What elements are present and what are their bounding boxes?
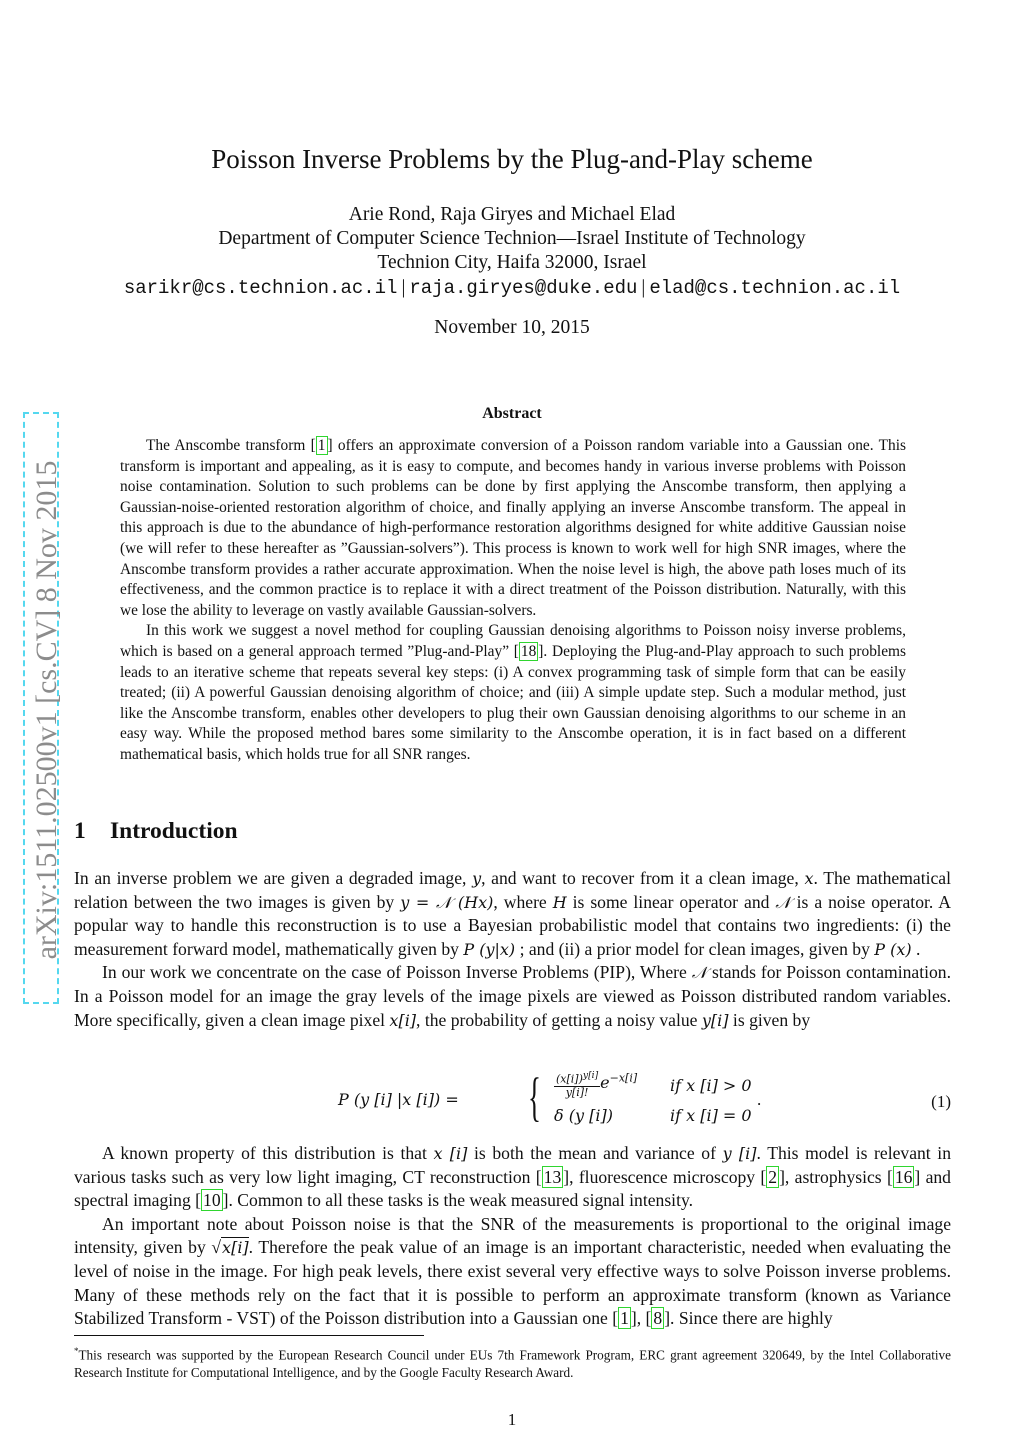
citation-link[interactable]: 1 xyxy=(317,437,326,454)
abstract-paragraph xyxy=(120,621,906,765)
numerator-exponent: y[i] xyxy=(582,1070,599,1081)
section-number: 1 xyxy=(74,818,86,844)
equation-lhs: P (y [i] |x [i]) = xyxy=(338,1090,459,1109)
text-run: A known property of this distribution is that xyxy=(102,1143,434,1163)
intro-body-top xyxy=(74,867,951,1032)
fraction-denominator: y[i]! xyxy=(565,1085,589,1099)
abstract-heading: Abstract xyxy=(482,405,542,422)
arxiv-stamp[interactable]: arXiv:1511.02500v1 [cs.CV] 8 Nov 2015 xyxy=(30,460,63,960)
math-var: 𝒩 xyxy=(775,892,791,912)
text-run: ]. Common to all these tasks is the weak measured signal intensity. xyxy=(222,1190,694,1211)
footnote-text: This research was supported by the European Research Council under EUs 7th Framework Program, ERC grant agreement 320649, by the Intel Collaborative Research Institute for Computational Intelligence, and by the Google Faculty Research Award. xyxy=(74,1347,951,1381)
text-run: is a noise operator. A popular way to handle this reconstruction is to use a Bayesian probabilistic model that contains two ingredients: (i) the measurement forward model, mathematically given by xyxy=(74,891,951,959)
text-run: An important note about Poisson noise is that the SNR of the measurements is proportional to the original image intensity, given by xyxy=(74,1213,951,1258)
text-run: . This model is relevant in various tasks such as very low light imaging, CT reconstruction [ xyxy=(74,1143,951,1187)
math-expr: P (x) xyxy=(874,939,912,959)
text-run: ; and (ii) a prior model for clean images, given by xyxy=(515,938,875,959)
citation-link[interactable]: 13 xyxy=(543,1166,562,1187)
text-run: ]. Deploying the Plug-and-Play approach to such problems leads to an iterative scheme that repeats several key steps: (i) A convex programming task of simple form that can be easily treated; (ii) A powerful Gaussian denoising algorithm of choice; and (iii) A simple update step. Such a modular method, just like the Anscombe transform, enables other developers to plug their own Gaussian denoising algorithms to our scheme in an easy way. While the proposed method bares some similarity to the Anscombe operation, it is in fact based on a different mathematical basis, which holds true for all SNR ranges. xyxy=(120,642,906,763)
math-var: 𝒩 xyxy=(691,963,708,983)
abstract-paragraph xyxy=(120,436,906,621)
math-var: H xyxy=(552,892,567,912)
equation-case-1 xyxy=(554,1070,637,1099)
text-run: ] and spectral imaging [ xyxy=(74,1166,951,1211)
section-heading xyxy=(74,818,238,845)
equation-condition-1: if x [i] > 0 xyxy=(670,1076,752,1095)
page-number: 1 xyxy=(507,1410,517,1429)
sqrt-argument: x[i] xyxy=(222,1238,249,1258)
equation-fraction xyxy=(554,1070,600,1099)
equation-period: . xyxy=(757,1090,762,1109)
affiliation: Department of Computer Science Technion—Israel Institute of Technology xyxy=(218,228,806,249)
footnote-mark: * xyxy=(74,1346,79,1356)
text-run: ], fluorescence microscopy [ xyxy=(563,1166,767,1187)
fraction-numerator: (x[i]) xyxy=(556,1072,583,1086)
text-run: . xyxy=(911,938,921,959)
exp-base: e xyxy=(600,1073,610,1093)
equation-brace: { xyxy=(528,1067,541,1127)
text-run: . Therefore the peak value of an image is an important characteristic, needed when evaluating the level of noise in the image. For high peak levels, there exist several very effective ways to solve Poisson inverse problems. Many of these methods rely on the fact that it is possible to perform an approximate transform (known as Variance Stabilized Transform - VST) of the Poisson distribution into a Gaussian one [ xyxy=(74,1237,951,1329)
math-expr: x[i] xyxy=(389,1010,417,1030)
citation-link[interactable]: 8 xyxy=(653,1308,663,1329)
intro-paragraph xyxy=(74,961,951,1032)
text-run: ], [ xyxy=(630,1308,652,1329)
text-run: In an inverse problem we are given a degraded image, xyxy=(74,868,473,888)
text-run: is given by xyxy=(728,1009,811,1030)
math-expr: y = 𝒩 (Hx) xyxy=(400,892,494,912)
equation-case-2: δ (y [i]) xyxy=(554,1106,613,1125)
email-1[interactable]: sarikr@cs.technion.ac.il xyxy=(123,277,398,299)
text-run: , and want to recover from it a clean image, xyxy=(481,868,805,888)
authors: Arie Rond, Raja Giryes and Michael Elad xyxy=(348,204,676,225)
text-run: ], astrophysics [ xyxy=(779,1166,893,1187)
text-run: . The mathematical relation between the two images is given by xyxy=(74,868,951,912)
citation-link[interactable]: 18 xyxy=(520,642,537,660)
sqrt-sign: √ xyxy=(211,1237,222,1258)
intro-paragraph xyxy=(74,1142,951,1213)
text-run: is some linear operator and xyxy=(566,891,776,912)
citation-link[interactable]: 10 xyxy=(203,1190,221,1211)
citation-link[interactable]: 1 xyxy=(620,1308,629,1329)
paper-title: Poisson Inverse Problems by the Plug-and-Play scheme xyxy=(211,144,813,174)
text-run: The Anscombe transform [ xyxy=(146,437,316,454)
exp-exponent: −x[i] xyxy=(609,1071,638,1085)
text-run: ] offers an approximate conversion of a Poisson random variable into a Gaussian one. This transform is important and appealing, as it is easy to compute, and becomes handy in various inverse problems with Poisson noise contamination. Solution to such problems can be done by first applying the Anscombe transform, then applying a Gaussian-noise-oriented restoration algorithm of choice, and finally applying an inverse Anscombe transform. The appeal in this approach is due to the abundance of high-performance restoration algorithms designed for white additive Gaussian noise (we will refer to these hereafter as ”Gaussian-solvers”). This process is known to work well for high SNR images, where the Anscombe transform provides a rather accurate approximation. When the noise level is high, the above path loses much of its effectiveness, and the common practice is to replace it with a direct treatment of the Poisson distribution. Naturally, with this we lose the ability to leverage on vastly available Gaussian-solvers. xyxy=(120,437,907,619)
address: Technion City, Haifa 32000, Israel xyxy=(377,252,647,273)
section-title: Introduction xyxy=(110,818,238,844)
abstract-body xyxy=(120,436,906,766)
text-run: , the probability of getting a noisy value xyxy=(416,1009,702,1030)
math-expr: x [i] xyxy=(433,1144,468,1163)
text-run: , where xyxy=(493,891,553,912)
text-run: In our work we concentrate on the case of Poisson Inverse Problems (PIP), Where xyxy=(102,962,692,983)
text-run: ]. Since there are highly xyxy=(664,1308,833,1329)
equation-condition-2: if x [i] = 0 xyxy=(670,1106,752,1125)
math-var: y xyxy=(472,869,482,888)
footnote xyxy=(74,1342,951,1382)
math-expr: y[i] xyxy=(701,1010,729,1030)
math-expr: P (y|x) xyxy=(463,939,516,959)
intro-body-bottom xyxy=(74,1142,951,1331)
email-separator: | xyxy=(641,277,646,298)
text-run: is both the mean and variance of xyxy=(467,1143,723,1163)
paper-date: November 10, 2015 xyxy=(434,317,590,338)
math-expr: y [i] xyxy=(722,1144,757,1163)
email-2[interactable]: raja.giryes@duke.edu xyxy=(409,277,638,299)
math-var: x xyxy=(804,869,814,888)
intro-paragraph xyxy=(74,867,951,961)
intro-paragraph xyxy=(74,1213,951,1331)
citation-link[interactable]: 2 xyxy=(768,1166,778,1187)
citation-link[interactable]: 16 xyxy=(894,1166,913,1187)
email-line xyxy=(0,276,1024,300)
equation-number: (1) xyxy=(931,1092,951,1111)
email-3[interactable]: elad@cs.technion.ac.il xyxy=(649,277,901,299)
text-run: stands for Poisson contamination. In a Poisson model for an image the gray levels of the image pixels are viewed as Poisson distributed random variables. More specifically, given a clean image pixel xyxy=(74,962,951,1030)
footnote-rule xyxy=(74,1335,424,1336)
text-run: In this work we suggest a novel method for coupling Gaussian denoising algorithms to Poisson noisy inverse problems, which is based on a general approach termed ”Plug-and-Play” [ xyxy=(120,622,906,660)
equation-1 xyxy=(74,1068,951,1132)
email-separator: | xyxy=(401,277,406,298)
